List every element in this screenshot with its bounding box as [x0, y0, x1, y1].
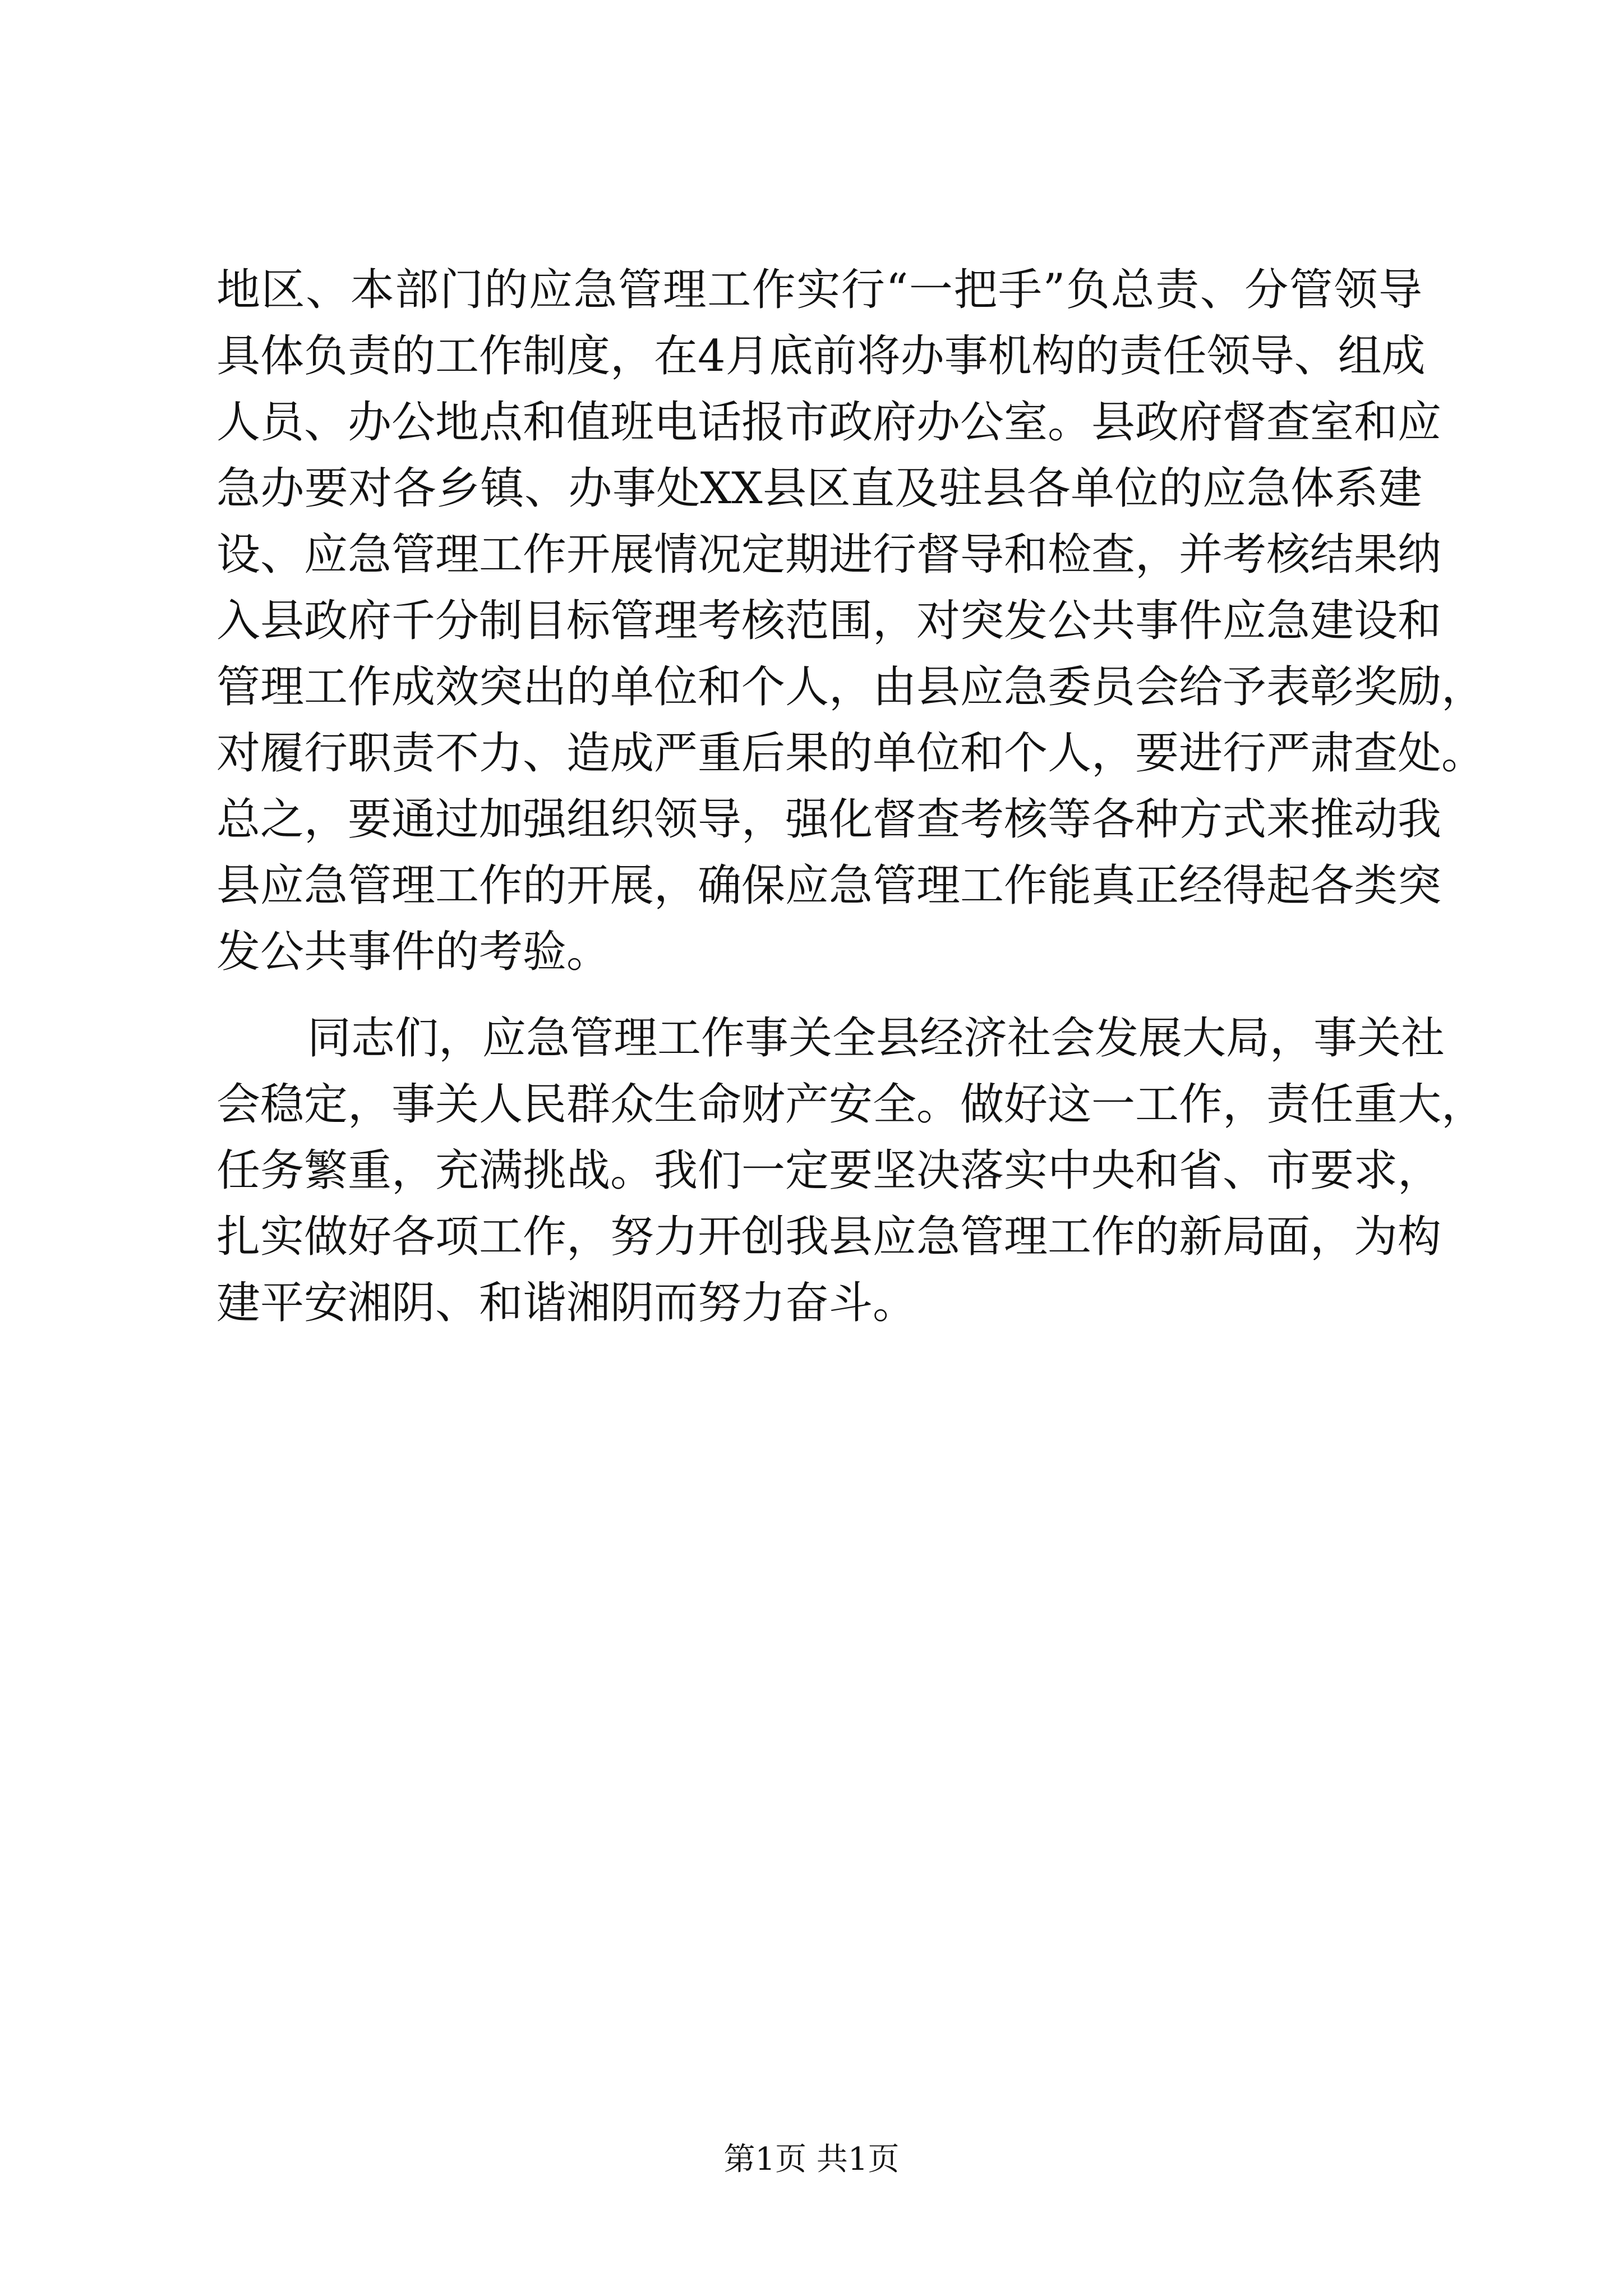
paragraph-gap: [216, 985, 1422, 1005]
paragraph-line: 急办要对各乡镇、办事处XX县区直及驻县各单位的应急体系建: [216, 463, 1422, 514]
paragraph-line: 扎实做好各项工作，努力开创我县应急管理工作的新局面，为构: [216, 1212, 1442, 1262]
paragraph-line: 任务繁重，充满挑战。我们一定要坚决落实中央和省、市要求，: [216, 1145, 1442, 1196]
paragraph-line: 管理工作成效突出的单位和个人，由县应急委员会给予表彰奖励，: [216, 662, 1486, 712]
paragraph-line: 同志们，应急管理工作事关全县经济社会发展大局，事关社: [307, 1013, 1445, 1064]
paragraph-line: 发公共事件的考验。: [216, 927, 611, 977]
paragraph-2: [216, 1005, 1486, 1336]
paragraph-line: 总之，要通过加强组织领导，强化督查考核等各种方式来推动我: [216, 794, 1442, 845]
paragraph-1: [216, 257, 1486, 985]
paragraph-line: 设、应急管理工作开展情况定期进行督导和检查，并考核结果纳: [216, 530, 1442, 580]
paragraph-line: 县应急管理工作的开展，确保应急管理工作能真正经得起各类突: [216, 861, 1442, 911]
page-number-footer: 第1页 共1页: [723, 2141, 900, 2178]
paragraph-line: 具体负责的工作制度，在4月底前将办事机构的责任领导、组成: [216, 331, 1426, 381]
paragraph-line: 人员、办公地点和值班电话报市政府办公室。县政府督查室和应: [216, 397, 1442, 448]
paragraph-line: 对履行职责不力、造成严重后果的单位和个人，要进行严肃查处。: [216, 728, 1486, 779]
paragraph-line: 地区、本部门的应急管理工作实行“一把手”负总责、分管领导: [216, 265, 1422, 315]
document-body: [216, 257, 1486, 1336]
paragraph-line: 建平安湘阴、和谐湘阴而努力奋斗。: [216, 1278, 917, 1328]
paragraph-line: 会稳定，事关人民群众生命财产安全。做好这一工作，责任重大，: [216, 1079, 1486, 1130]
paragraph-line: 入县政府千分制目标管理考核范围，对突发公共事件应急建设和: [216, 596, 1442, 646]
